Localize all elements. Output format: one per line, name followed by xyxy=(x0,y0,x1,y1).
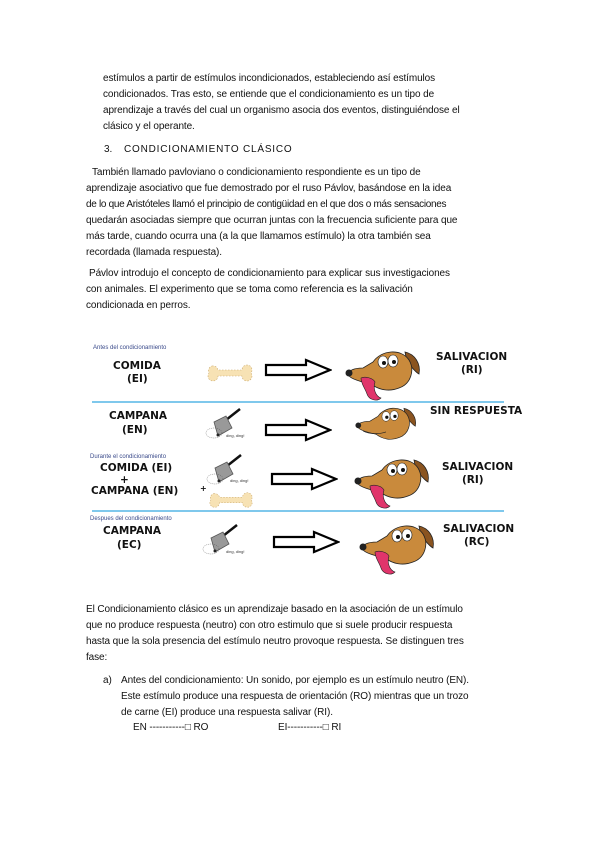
paragraph-line: con animales. El experimento que se toma como referencia es la salivación xyxy=(86,284,413,295)
paragraph-line: condicionada en perros. xyxy=(86,300,191,311)
arrow-right-icon xyxy=(270,467,338,491)
salivating-dog-icon xyxy=(352,456,432,510)
bone-icon xyxy=(206,490,256,510)
response-label: SALIVACION xyxy=(443,523,515,535)
paragraph-line: hasta que la sola presencia del estímulo neutro provoque respuesta. Se distinguen tres xyxy=(86,636,464,647)
response-label: SIN RESPUESTA xyxy=(430,405,523,417)
response-label: (RI) xyxy=(462,474,484,486)
bone-icon xyxy=(204,362,256,384)
intro-line: aprendizaje a través del cual un organismo asocia dos eventos, distinguiéndose el xyxy=(103,105,460,116)
arrow-right-icon xyxy=(264,418,332,442)
paragraph-line: recordada (llamada respuesta). xyxy=(86,247,222,258)
row-caption: Despues del condicionamiento xyxy=(90,516,172,522)
row-divider xyxy=(92,401,504,403)
stimulus-label: (EI) xyxy=(127,373,148,385)
stimulus-label: + xyxy=(120,474,129,486)
section-number: 3. xyxy=(104,144,113,155)
stimulus-label: (EN) xyxy=(122,424,148,436)
dog-icon xyxy=(346,405,426,449)
row-divider xyxy=(92,510,504,512)
section-title: CONDICIONAMIENTO CLÁSICO xyxy=(124,144,293,155)
stimulus-label: COMIDA (EI) xyxy=(100,462,173,474)
bell-sound-text: ding, ding! xyxy=(226,433,245,438)
stimulus-label: (EC) xyxy=(117,539,142,551)
bell-sound-text: ding, ding! xyxy=(226,549,245,554)
row-caption: Antes del condicionamiento xyxy=(93,345,167,351)
intro-line: estímulos a partir de estímulos incondicionados, estableciendo así estímulos xyxy=(103,73,436,84)
paragraph-line: Pávlov introdujo el concepto de condicionamiento para explicar sus investigaciones xyxy=(89,268,450,279)
stimulus-label: COMIDA xyxy=(113,360,161,372)
paragraph-line: que no produce respuesta (neutro) con otro estimulo que si suele producir respuesta xyxy=(86,620,453,631)
stimulus-label: CAMPANA xyxy=(109,410,168,422)
stimulus-label: CAMPANA xyxy=(103,525,162,537)
bell-sound-text: ding, ding! xyxy=(230,478,249,483)
response-label: SALIVACION xyxy=(442,461,514,473)
arrow-right-icon xyxy=(272,530,340,554)
row-caption: Durante el condicionamiento xyxy=(90,454,167,460)
intro-line: condicionados. Tras esto, se entiende que el condicionamiento es un tipo de xyxy=(103,89,435,100)
formula-en-ro: EN -----------□ RO xyxy=(133,722,209,733)
list-item-line: Antes del condicionamiento: Un sonido, por ejemplo es un estímulo neutro (EN). xyxy=(121,675,469,686)
response-label: SALIVACION xyxy=(436,351,508,363)
list-marker: a) xyxy=(103,675,112,686)
paragraph-line: de lo que Aristóteles llamó el principio de contigüidad en el que dos o más sensaciones xyxy=(86,199,447,210)
response-label: (RC) xyxy=(464,536,490,548)
paragraph-line: aprendizaje asociativo que fue demostrado por el ruso Pávlov, basándose en la idea xyxy=(86,183,452,194)
arrow-right-icon xyxy=(264,358,332,382)
stimulus-label: CAMPANA (EN) xyxy=(91,485,179,497)
paragraph-line: quedarán asociadas siempre que ocurran juntas con la frecuencia suficiente para que xyxy=(86,215,458,226)
formula-ei-ri: EI-----------□ RI xyxy=(278,722,342,733)
paragraph-line: El Condicionamiento clásico es un aprendizaje basado en la asociación de un estímulo xyxy=(86,604,463,615)
intro-line: clásico y el operante. xyxy=(103,121,195,132)
plus-sign: + xyxy=(200,484,207,493)
list-item-line: de carne (EI) produce una respuesta salivar (RI). xyxy=(121,707,333,718)
salivating-dog-icon xyxy=(357,520,437,578)
paragraph-line: más tarde, cuando ocurra una (a la que llamamos estímulo) la otra también sea xyxy=(86,231,431,242)
paragraph-line: También llamado pavloviano o condicionamiento respondiente es un tipo de xyxy=(92,167,421,178)
salivating-dog-icon xyxy=(343,348,423,402)
list-item-line: Este estímulo produce una respuesta de orientación (RO) mientras que un trozo xyxy=(121,691,469,702)
response-label: (RI) xyxy=(461,364,483,376)
paragraph-line: fase: xyxy=(86,652,108,663)
